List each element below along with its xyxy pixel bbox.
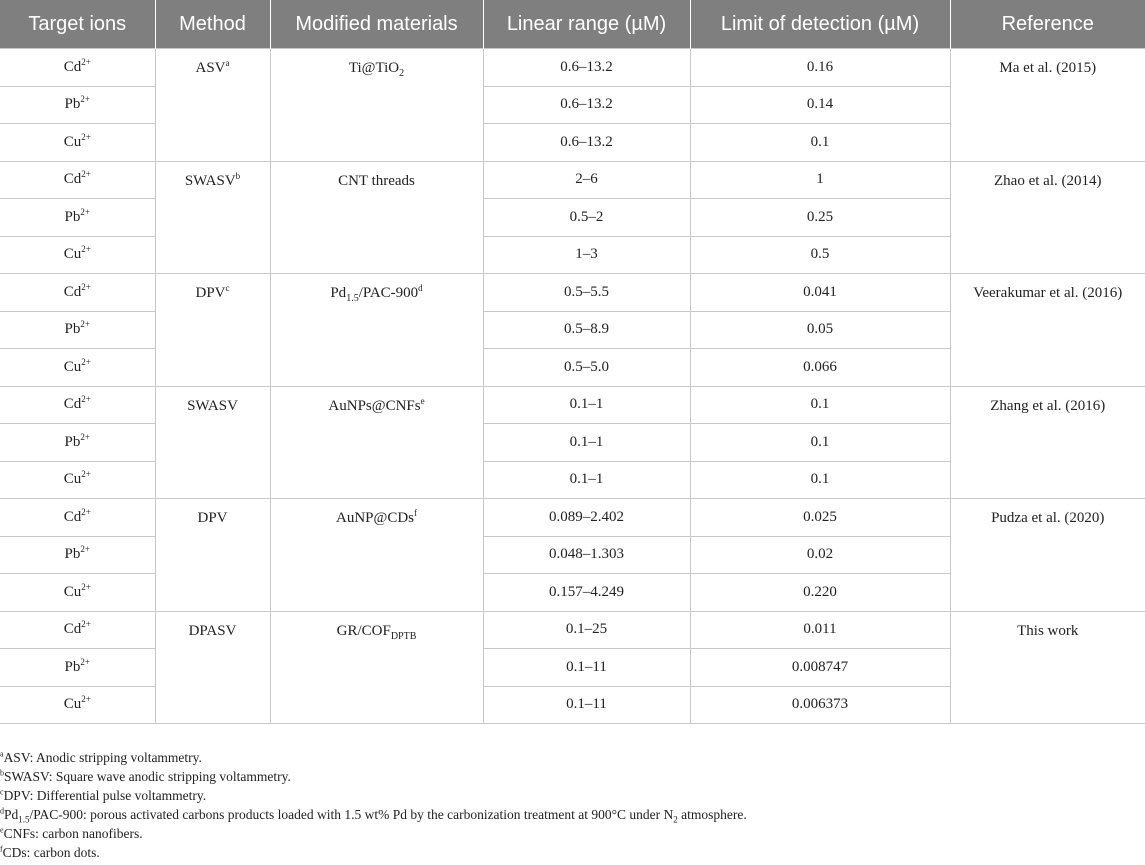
linear-range-cell: 0.6–13.2 [483, 49, 690, 87]
table-row [0, 386, 1145, 424]
material-cell: Ti@TiO$_2$ [270, 49, 483, 162]
ion-cell: $Cd^{2+}$ [0, 161, 155, 199]
reference-cell: This work [950, 611, 1145, 724]
footnote-c: $^c$DPV: Differential pulse voltammetry. [0, 787, 207, 803]
ion-cell: $Cd^{2+}$ [0, 611, 155, 649]
reference-cell: Pudza et al. (2020) [950, 499, 1145, 612]
lod-cell: 0.5 [690, 236, 950, 274]
ion-cell: $Cu^{2+}$ [0, 349, 155, 387]
linear-range-cell: 0.5–8.9 [483, 311, 690, 349]
method-cell: DPV$^c$ [155, 274, 270, 387]
linear-range-cell: 0.6–13.2 [483, 124, 690, 162]
footnote-e: $^e$CNFs: carbon nanofibers. [0, 825, 143, 841]
footnote-f: $^f$CDs: carbon dots. [0, 844, 100, 860]
ion-cell: $Cu^{2+}$ [0, 461, 155, 499]
reference-cell: Zhang et al. (2016) [950, 386, 1145, 499]
material-cell: $Pd_{1.5}/PAC-900^d$ [270, 274, 483, 387]
lod-cell: 0.041 [690, 274, 950, 312]
linear-range-cell: 0.089–2.402 [483, 499, 690, 537]
reference-cell: Ma et al. (2015) [950, 49, 1145, 162]
method-cell: SWASV [155, 386, 270, 499]
ion-cell: $Cu^{2+}$ [0, 574, 155, 612]
footnote-d: $^dPd_{1.5}/PAC-900$: porous activated carbons products loaded with 1.5 wt% Pd by the carbonization treatment at 900°C under $N_2$ atmosphere. [0, 806, 747, 825]
header-target-ions: Target ions [0, 0, 155, 49]
reference-cell: Veerakumar et al. (2016) [950, 274, 1145, 387]
material-cell: AuNP@CDs$^f$ [270, 499, 483, 612]
lod-cell: 0.220 [690, 574, 950, 612]
ion-cell: $Cu^{2+}$ [0, 686, 155, 724]
linear-range-cell: 0.5–2 [483, 199, 690, 237]
ion-cell: $Pb^{2+}$ [0, 199, 155, 237]
ion-cell: $Cu^{2+}$ [0, 124, 155, 162]
header-modified-materials: Modified materials [270, 0, 483, 49]
lod-cell: 1 [690, 161, 950, 199]
ion-cell: $Pb^{2+}$ [0, 86, 155, 124]
lod-cell: 0.1 [690, 124, 950, 162]
linear-range-cell: 0.1–11 [483, 649, 690, 687]
method-cell: DPV [155, 499, 270, 612]
material-cell: $GR/COF_{DPTB}$ [270, 611, 483, 724]
lod-cell: 0.006373 [690, 686, 950, 724]
header-method: Method [155, 0, 270, 49]
header-linear-range: Linear range (µM) [483, 0, 690, 49]
table-row [0, 274, 1145, 312]
lod-cell: 0.008747 [690, 649, 950, 687]
lod-cell: 0.025 [690, 499, 950, 537]
linear-range-cell: 0.5–5.5 [483, 274, 690, 312]
ion-cell: $Pb^{2+}$ [0, 536, 155, 574]
linear-range-cell: 2–6 [483, 161, 690, 199]
linear-range-cell: 0.157–4.249 [483, 574, 690, 612]
linear-range-cell: 0.5–5.0 [483, 349, 690, 387]
ion-cell: $Cd^{2+}$ [0, 49, 155, 87]
table-row [0, 611, 1145, 649]
lod-cell: 0.25 [690, 199, 950, 237]
ion-cell: $Cd^{2+}$ [0, 499, 155, 537]
ion-cell: $Cd^{2+}$ [0, 386, 155, 424]
ion-cell: $Cd^{2+}$ [0, 274, 155, 312]
header-reference: Reference [950, 0, 1145, 49]
header-row [0, 0, 1145, 49]
table-row [0, 49, 1145, 87]
header-limit-of-detection: Limit of detection (µM) [690, 0, 950, 49]
linear-range-cell: 0.1–1 [483, 461, 690, 499]
ion-cell: $Pb^{2+}$ [0, 649, 155, 687]
lod-cell: 0.1 [690, 424, 950, 462]
footnote-b: $^b$SWASV: Square wave anodic stripping voltammetry. [0, 768, 291, 784]
linear-range-cell: 0.048–1.303 [483, 536, 690, 574]
material-cell: CNT threads [270, 161, 483, 274]
table-row [0, 161, 1145, 199]
lod-cell: 0.14 [690, 86, 950, 124]
method-cell: DPASV [155, 611, 270, 724]
reference-cell: Zhao et al. (2014) [950, 161, 1145, 274]
footnotes [0, 748, 1145, 862]
linear-range-cell: 0.1–1 [483, 424, 690, 462]
linear-range-cell: 0.1–1 [483, 386, 690, 424]
linear-range-cell: 0.1–25 [483, 611, 690, 649]
lod-cell: 0.05 [690, 311, 950, 349]
linear-range-cell: 0.1–11 [483, 686, 690, 724]
lod-cell: 0.1 [690, 386, 950, 424]
linear-range-cell: 0.6–13.2 [483, 86, 690, 124]
lod-cell: 0.16 [690, 49, 950, 87]
lod-cell: 0.02 [690, 536, 950, 574]
lod-cell: 0.1 [690, 461, 950, 499]
lod-cell: 0.011 [690, 611, 950, 649]
method-cell: SWASV$^b$ [155, 161, 270, 274]
ion-cell: $Cu^{2+}$ [0, 236, 155, 274]
linear-range-cell: 1–3 [483, 236, 690, 274]
method-cell: ASV$^a$ [155, 49, 270, 162]
lod-cell: 0.066 [690, 349, 950, 387]
ion-cell: $Pb^{2+}$ [0, 424, 155, 462]
footnote-a: $^a$ASV: Anodic stripping voltammetry. [0, 749, 202, 765]
material-cell: AuNPs@CNFs$^e$ [270, 386, 483, 499]
table-row [0, 499, 1145, 537]
ion-cell: $Pb^{2+}$ [0, 311, 155, 349]
